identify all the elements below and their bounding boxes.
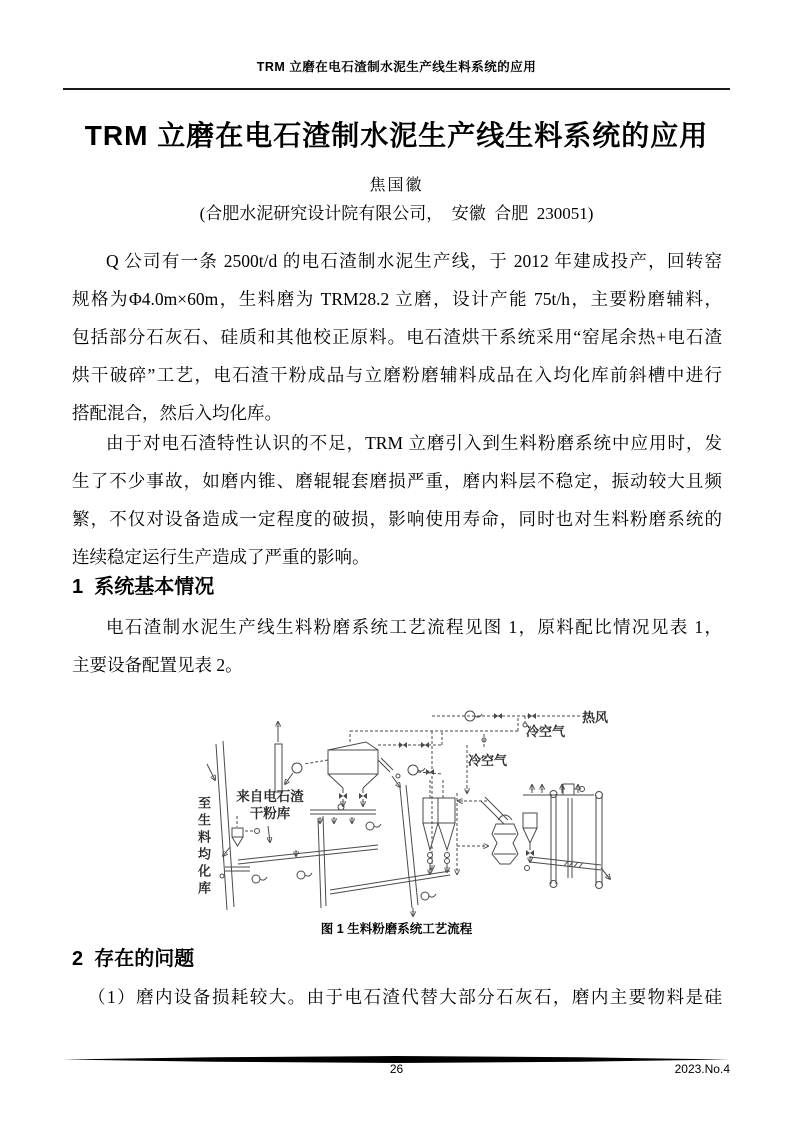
discharge-hopper	[220, 816, 260, 878]
label-to-silo: 至生料均化库	[196, 796, 211, 898]
label-cold-air-2: 冷空气	[468, 753, 508, 768]
label-from-silo-line1: 来自电石渣	[236, 789, 304, 804]
bucket-elevator-2	[596, 792, 603, 889]
paragraph-line: 规格为Φ4.0m×60m，生料磨为 TRM28.2 立磨，设计产能 75t/h，主要粉磨辅料，	[72, 289, 722, 309]
fan-1	[285, 760, 328, 784]
paragraph-line: （1）磨内设备损耗较大。由于电石渣代替大部分石灰石，磨内主要物料是硅	[88, 987, 722, 1007]
header-rule	[63, 88, 730, 90]
page-number: 26	[389, 1062, 404, 1076]
issue-label: 2023.No.4	[674, 1062, 730, 1076]
process-flow-diagram	[180, 698, 740, 922]
paragraph-line: 连续稳定运行生产造成了严重的影响。	[72, 547, 370, 567]
author-affiliation: (合肥水泥研究设计院有限公司， 安徽 合肥 230051)	[199, 204, 594, 223]
paragraph-1	[72, 242, 722, 432]
author-name: 焦国徽	[369, 177, 424, 194]
paragraph-line: 包括部分石灰石、硅质和其他校正原料。电石渣烘干系统采用“窑尾余热+电石渣	[72, 327, 722, 347]
section-heading-1: 1 系统基本情况	[72, 576, 215, 598]
bag-filter	[328, 742, 400, 806]
paragraph-line: 主要设备配置见表 2。	[72, 655, 243, 675]
paragraph-line: 由于对电石渣特性认识的不足，TRM 立磨引入到生料粉磨系统中应用时，发	[106, 433, 722, 453]
paragraph-line: Q 公司有一条 2500t/d 的电石渣制水泥生产线，于 2012 年建成投产，回转窑	[106, 251, 722, 271]
mid-chute	[318, 816, 326, 908]
paragraph-line: 电石渣制水泥生产线生料粉磨系统工艺流程见图 1，原料配比情况见表 1，	[106, 617, 722, 637]
article-title: TRM 立磨在电石渣制水泥生产线生料系统的应用	[84, 120, 709, 151]
figure-caption: 图 1 生料粉磨系统工艺流程	[320, 922, 473, 936]
paragraph-4	[72, 978, 722, 1016]
vertical-mill	[457, 793, 518, 874]
paragraph-line: 烘干破碎”工艺，电石渣干粉成品与立磨粉磨辅料成品在入均化库前斜槽中进行	[72, 365, 722, 385]
label-from-silo-line2: 干粉库	[249, 806, 291, 821]
section-heading-2: 2 存在的问题	[72, 948, 195, 970]
small-cyclone	[523, 813, 537, 862]
label-from-silo	[220, 788, 320, 822]
paragraph-line: 搭配混合，然后入均化库。	[72, 403, 282, 423]
paragraph-3	[72, 608, 722, 684]
paragraph-line: 繁，不仅对设备造成一定程度的破损，影响使用寿命，同时也对生料粉磨系统的	[72, 509, 722, 529]
filter-airslide	[310, 804, 381, 830]
twin-cyclones	[423, 780, 487, 874]
running-header: TRM 立磨在电石渣制水泥生产线生料系统的应用	[256, 60, 537, 74]
paragraph-line: 生了不少事故，如磨内锥、磨辊辊套磨损严重，磨内料层不稳定，振动较大且频	[72, 471, 722, 491]
airslide-conveyor	[238, 826, 378, 883]
bottom-duct	[525, 857, 611, 879]
bucket-elevator-1	[550, 791, 557, 888]
label-hot-air: 热风	[582, 710, 609, 725]
paragraph-2	[72, 424, 722, 576]
label-cold-air-1: 冷空气	[526, 724, 566, 739]
vent-stack	[275, 722, 282, 792]
